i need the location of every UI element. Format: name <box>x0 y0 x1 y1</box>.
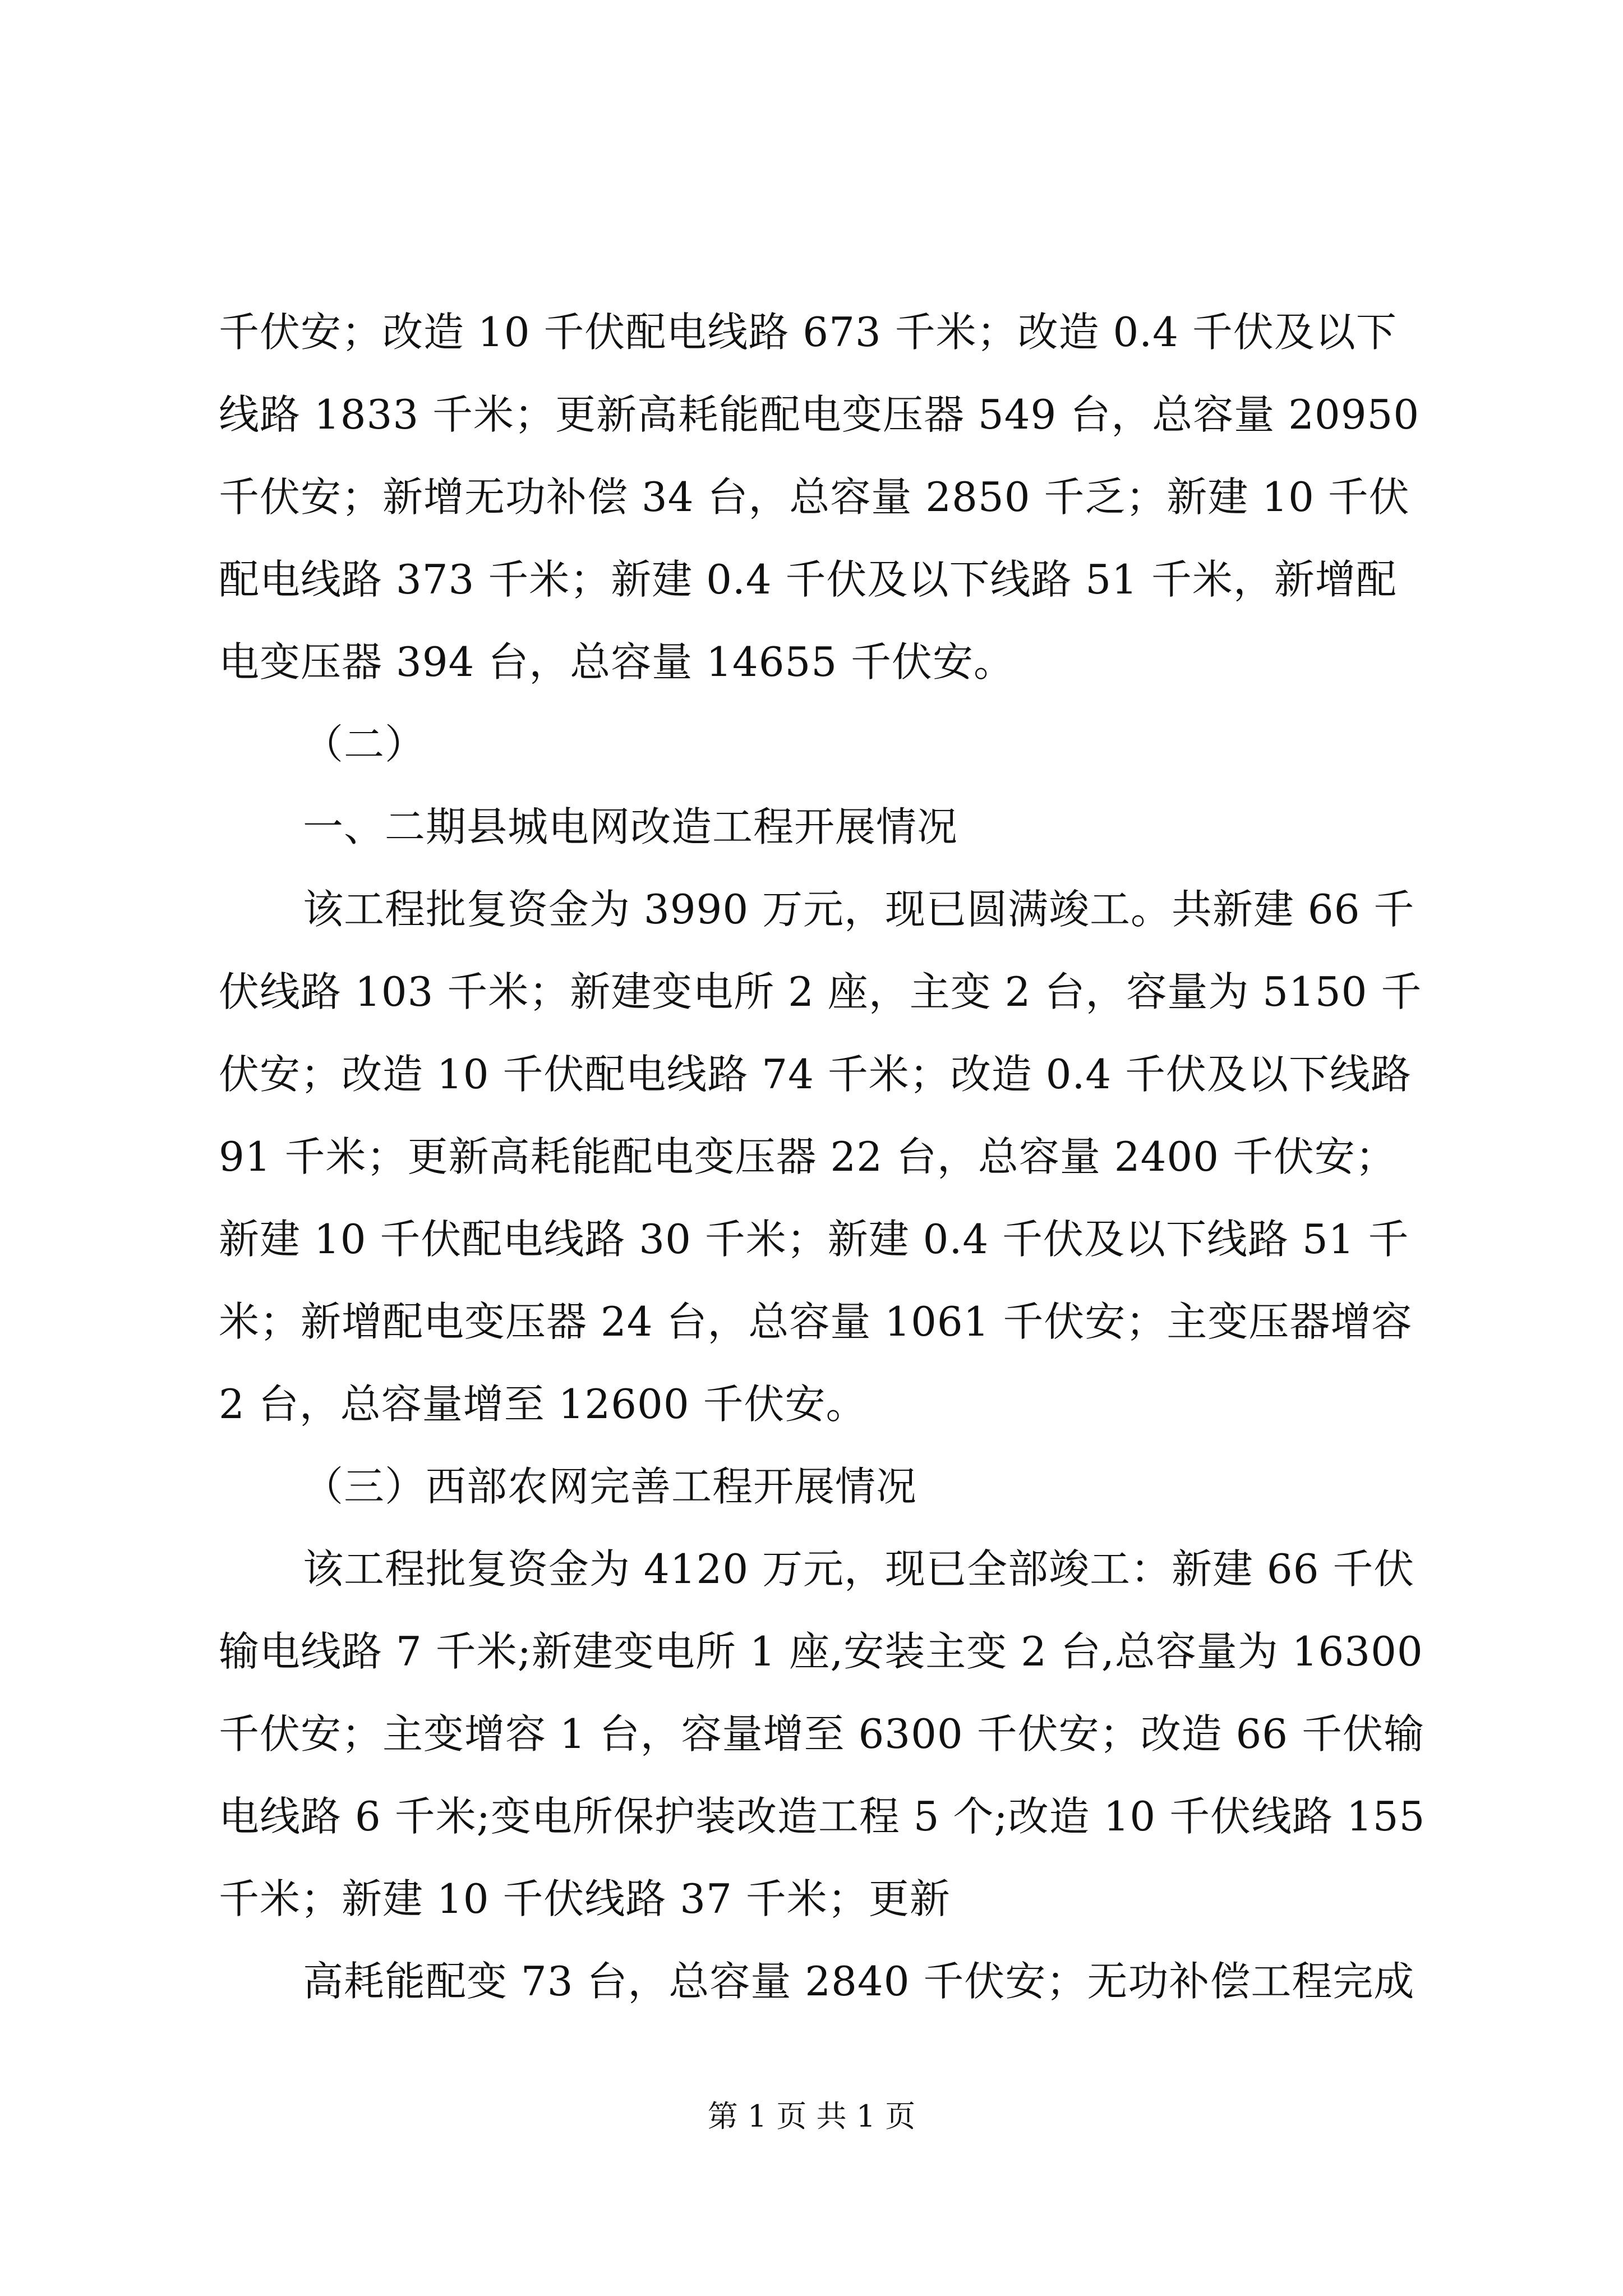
body-line-2: 线路 1833 千米；更新高耗能配电变压器 549 台，总容量 20950 <box>219 391 1420 438</box>
body-line-9: 伏线路 103 千米；新建变电所 2 座，主变 2 台，容量为 5150 千 <box>219 968 1422 1015</box>
section-heading-3: （三）西部农网完善工程开展情况 <box>303 1463 917 1510</box>
section-heading-2: （二） <box>303 721 426 768</box>
body-line-5: 电变压器 394 台，总容量 14655 千伏安。 <box>219 638 1015 685</box>
body-line-12: 新建 10 千伏配电线路 30 千米；新建 0.4 千伏及以下线路 51 千 <box>219 1216 1409 1263</box>
body-line-14: 2 台，总容量增至 12600 千伏安。 <box>219 1381 867 1428</box>
body-line-16: 该工程批复资金为 4120 万元，现已全部竣工：新建 66 千伏 <box>303 1545 1415 1593</box>
body-line-19: 电线路 6 千米;变电所保护装改造工程 5 个;改造 10 千伏线路 155 <box>219 1793 1426 1840</box>
body-line-1: 千伏安；改造 10 千伏配电线路 673 千米；改造 0.4 千伏及以下 <box>219 309 1397 356</box>
body-line-13: 米；新增配电变压器 24 台，总容量 1061 千伏安；主变压器增容 <box>219 1298 1413 1345</box>
body-line-17: 输电线路 7 千米;新建变电所 1 座,安装主变 2 台,总容量为 16300 <box>219 1628 1423 1675</box>
body-line-18: 千伏安；主变增容 1 台，容量增至 6300 千伏安；改造 66 千伏输 <box>219 1710 1424 1757</box>
section-heading-county-grid: 一、二期县城电网改造工程开展情况 <box>303 803 958 850</box>
page-footer: 第 1 页 共 1 页 <box>707 2099 916 2134</box>
body-line-8: 该工程批复资金为 3990 万元，现已圆满竣工。共新建 66 千 <box>303 886 1415 933</box>
body-line-20: 千米；新建 10 千伏线路 37 千米；更新 <box>219 1875 951 1922</box>
body-line-3: 千伏安；新增无功补偿 34 台，总容量 2850 千乏；新建 10 千伏 <box>219 473 1410 521</box>
body-line-21: 高耗能配变 73 台，总容量 2840 千伏安；无功补偿工程完成 <box>303 1958 1415 2005</box>
body-line-11: 91 千米；更新高耗能配电变压器 22 台，总容量 2400 千伏安； <box>219 1133 1396 1180</box>
body-line-10: 伏安；改造 10 千伏配电线路 74 千米；改造 0.4 千伏及以下线路 <box>219 1051 1412 1098</box>
body-line-4: 配电线路 373 千米；新建 0.4 千伏及以下线路 51 千米，新增配 <box>219 556 1397 603</box>
